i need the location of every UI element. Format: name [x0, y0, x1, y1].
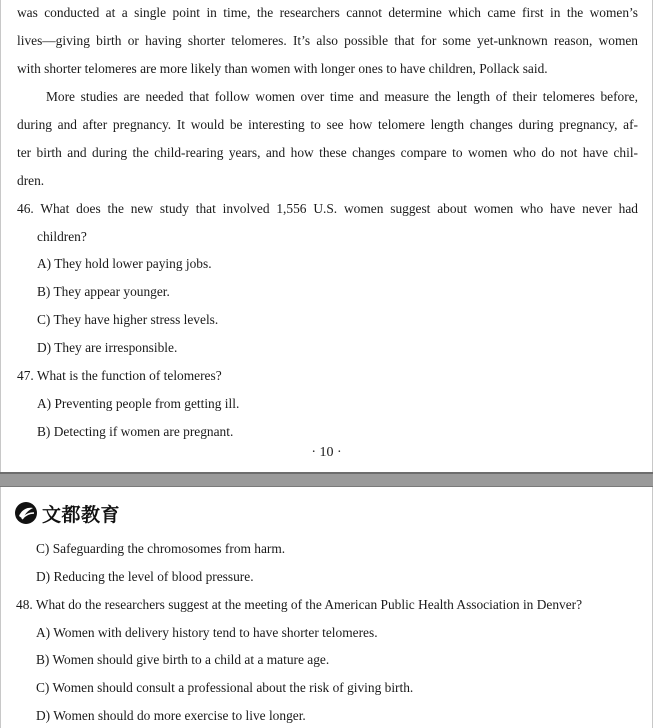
- paragraph-line: with shorter telomeres are more likely than women with longer ones to have children, Pollack said.: [17, 61, 548, 76]
- brand-logo: [14, 500, 120, 526]
- q46-option-b: B) They appear younger.: [37, 284, 170, 299]
- q47-option-b: B) Detecting if women are pregnant.: [37, 424, 234, 439]
- paragraph-line: during and after pregnancy. It would be interesting to see how telomere length changes during pregnancy, af-: [17, 117, 638, 132]
- question-48-stem: 48. What do the researchers suggest at the meeting of the American Public Health Association in Denver?: [16, 597, 583, 612]
- q48-option-b: B) Women should give birth to a child at a mature age.: [36, 652, 330, 667]
- page-number: · 10 ·: [311, 445, 342, 460]
- q48-option-d: D) Women should do more exercise to live longer.: [36, 708, 306, 723]
- paragraph-line: was conducted at a single point in time, the researchers cannot determine which came first in the women’s: [17, 5, 638, 20]
- q46-option-a: A) They hold lower paying jobs.: [37, 256, 212, 271]
- question-46-stem-cont: children?: [37, 229, 87, 244]
- paragraph-line: More studies are needed that follow women over time and measure the length of their telomeres before,: [46, 89, 638, 104]
- page-separator: [0, 472, 653, 487]
- q46-option-d: D) They are irresponsible.: [37, 340, 178, 355]
- brand-logo-text: 文都教育: [42, 503, 121, 526]
- paragraph-line: dren.: [17, 173, 45, 188]
- question-46-stem: 46. What does the new study that involved 1,556 U.S. women suggest about women who have never had: [17, 201, 638, 216]
- question-47-stem: 47. What is the function of telomeres?: [17, 368, 222, 383]
- paragraph-line: lives—giving birth or having shorter telomeres. It’s also possible that for some yet-unknown reason, women: [17, 33, 638, 48]
- q47-option-a: A) Preventing people from getting ill.: [37, 396, 240, 411]
- paragraph-line: ter birth and during the child-rearing years, and how these changes compare to women who do not have chil-: [17, 145, 638, 160]
- q47-option-d: D) Reducing the level of blood pressure.: [36, 569, 254, 584]
- q48-option-a: A) Women with delivery history tend to have shorter telomeres.: [36, 625, 378, 640]
- q46-option-c: C) They have higher stress levels.: [37, 312, 219, 327]
- q47-option-c: C) Safeguarding the chromosomes from harm.: [36, 541, 286, 556]
- q48-option-c: C) Women should consult a professional about the risk of giving birth.: [36, 680, 414, 695]
- brand-logo-icon: [14, 501, 38, 525]
